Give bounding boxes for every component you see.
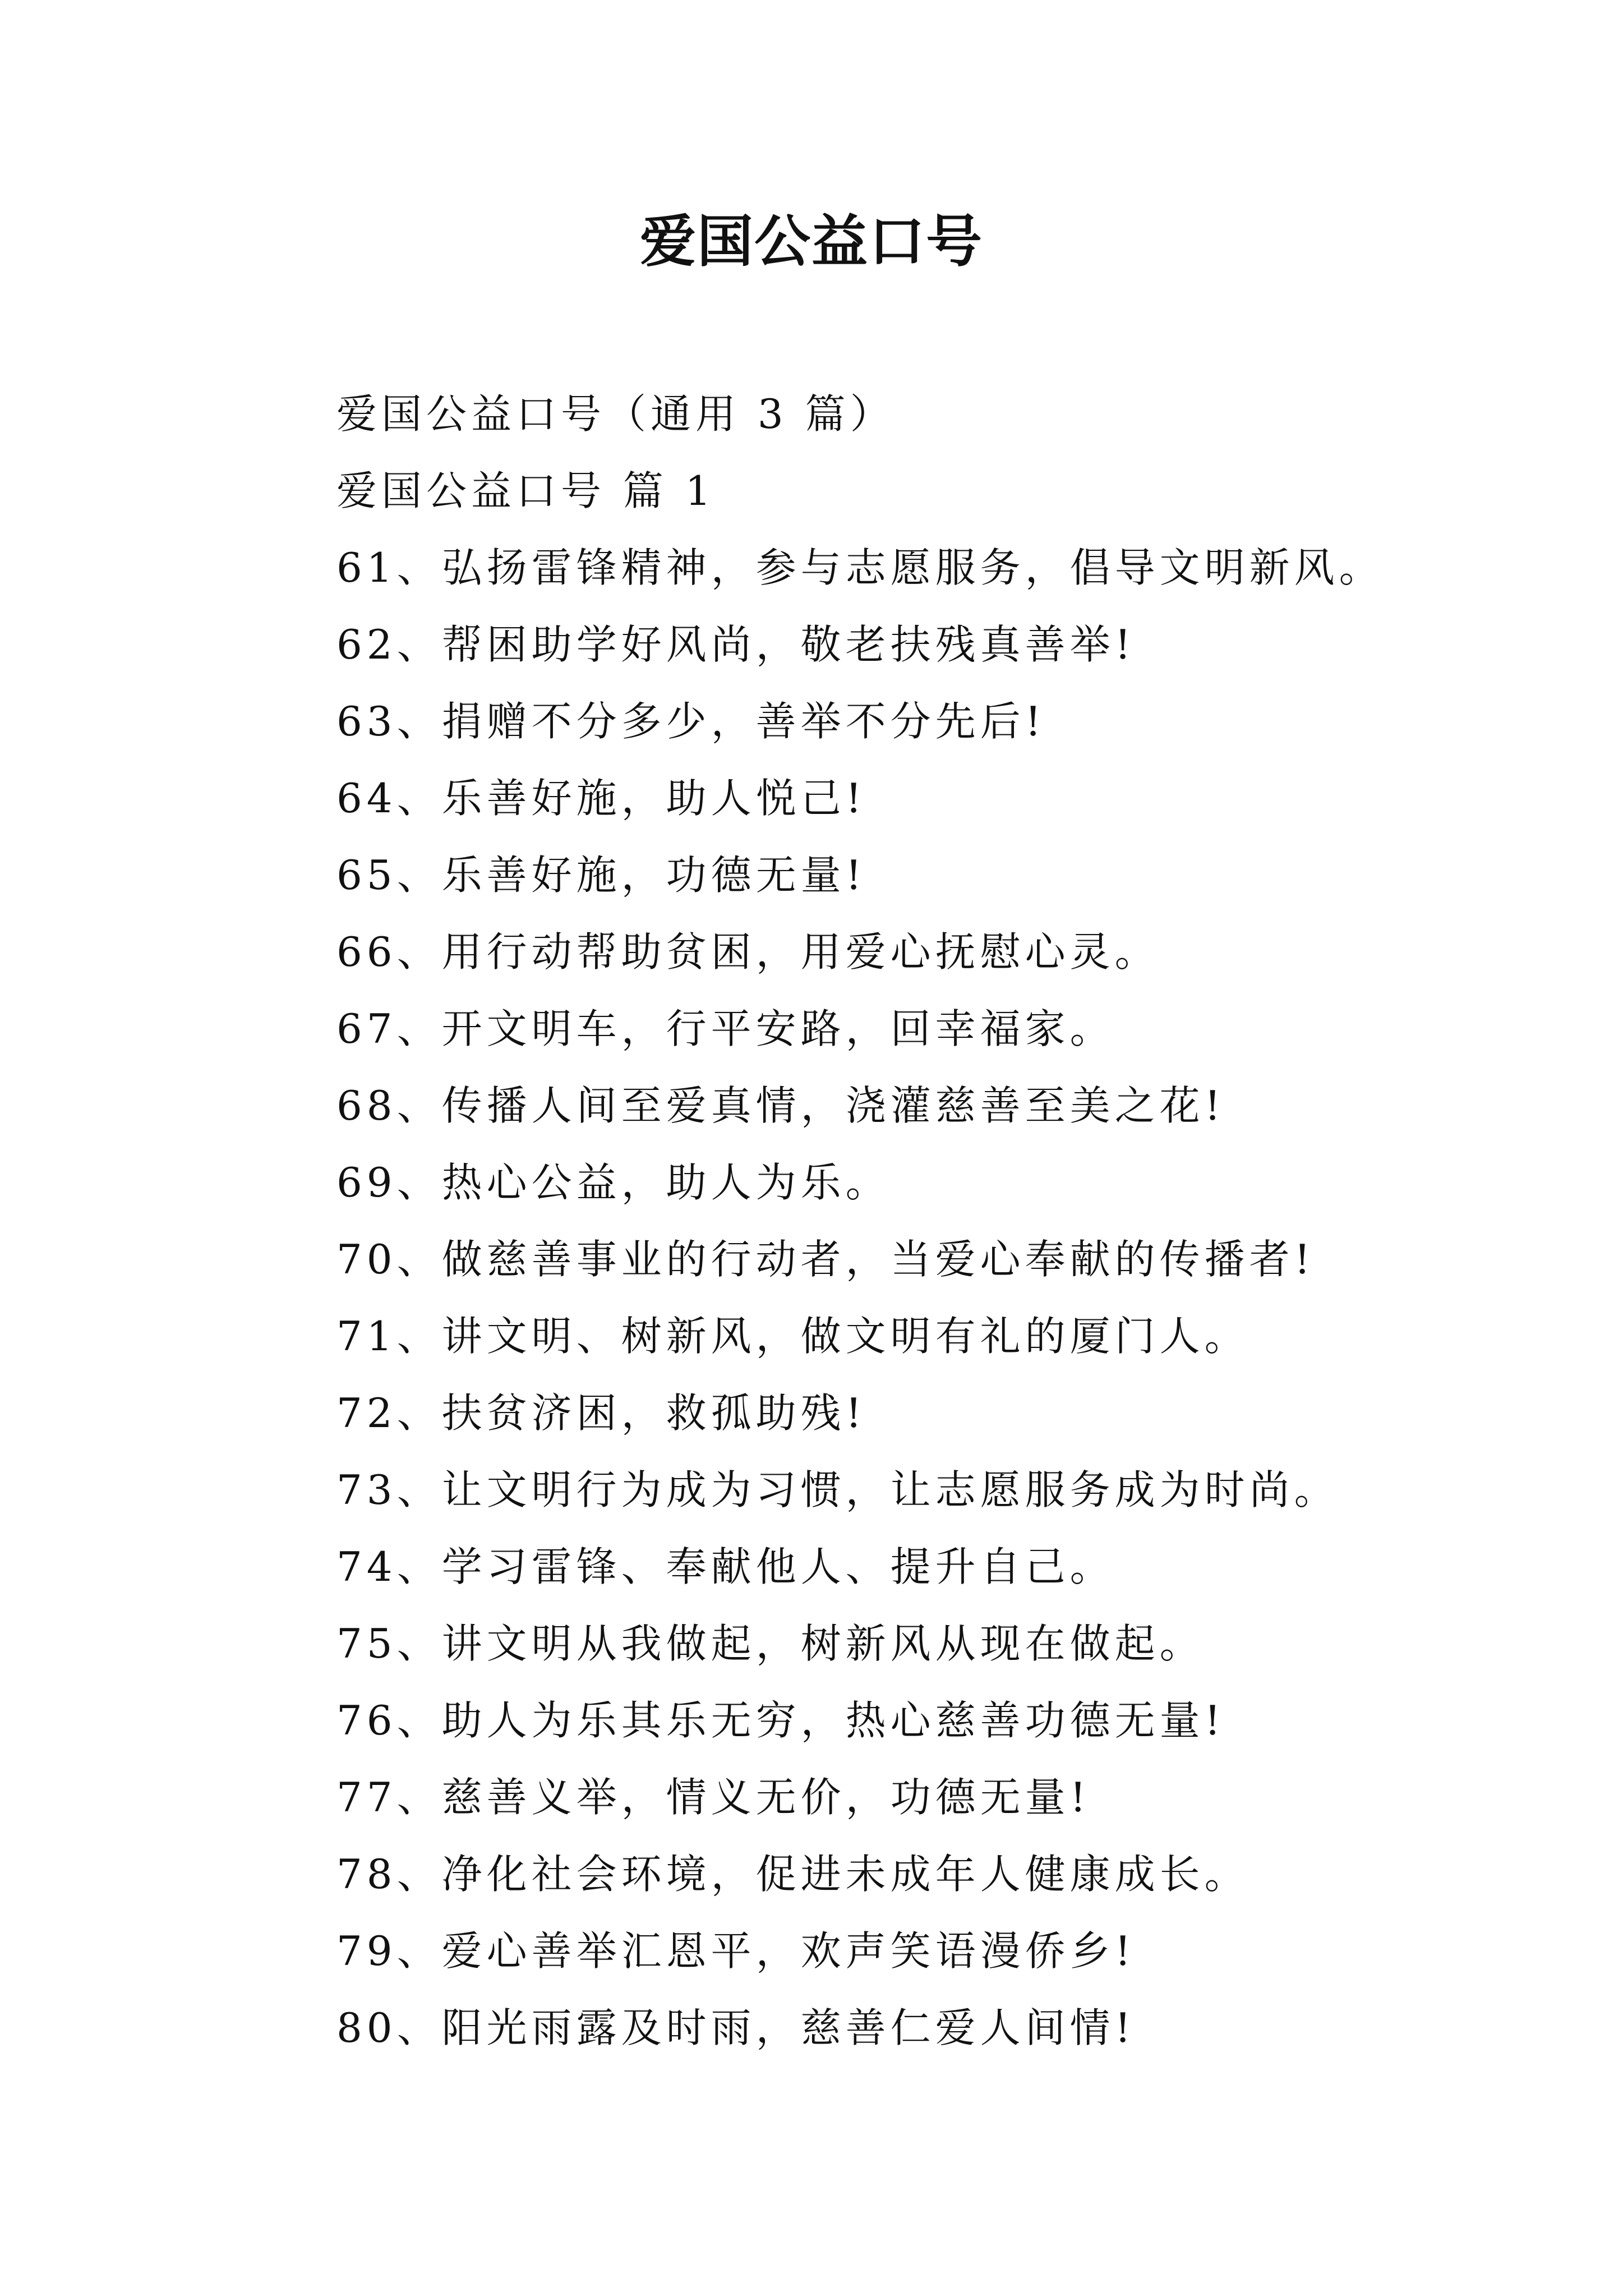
slogan-item: 80、阳光雨露及时雨，慈善仁爱人间情! xyxy=(336,2004,1136,2051)
slogan-item: 70、做慈善事业的行动者，当爱心奉献的传播者! xyxy=(336,1236,1315,1283)
document-title: 爱国公益口号 xyxy=(640,208,983,274)
slogan-item: 63、捐赠不分多少，善举不分先后! xyxy=(336,698,1046,745)
slogan-item: 73、让文明行为成为习惯，让志愿服务成为时尚。 xyxy=(336,1466,1339,1513)
section-heading: 爱国公益口号 篇 1 xyxy=(336,467,716,514)
slogan-item: 65、乐善好施，功德无量! xyxy=(336,852,866,899)
slogan-item: 74、学习雷锋、奉献他人、提升自己。 xyxy=(336,1543,1115,1590)
slogan-item: 62、帮困助学好风尚，敬老扶残真善举! xyxy=(336,621,1136,668)
slogan-item: 72、扶贫济困，救孤助残! xyxy=(336,1389,866,1437)
slogan-item: 76、助人为乐其乐无穷，热心慈善功德无量! xyxy=(336,1697,1225,1744)
slogan-item: 71、讲文明、树新风，做文明有礼的厦门人。 xyxy=(336,1313,1249,1360)
slogan-item: 69、热心公益，助人为乐。 xyxy=(336,1159,891,1206)
slogan-item: 78、净化社会环境，促进未成年人健康成长。 xyxy=(336,1851,1249,1898)
document-subtitle: 爱国公益口号（通用 3 篇） xyxy=(336,390,895,438)
slogan-item: 77、慈善义举，情义无价，功德无量! xyxy=(336,1774,1091,1821)
document-body xyxy=(336,376,1542,2067)
slogan-item: 66、用行动帮助贫困，用爱心抚慰心灵。 xyxy=(336,928,1160,976)
slogan-item: 61、弘扬雷锋精神，参与志愿服务，倡导文明新风。 xyxy=(336,544,1384,591)
slogan-item: 79、爱心善举汇恩平，欢声笑语漫侨乡! xyxy=(336,1927,1136,1975)
slogan-item: 67、开文明车，行平安路，回幸福家。 xyxy=(336,1005,1115,1052)
slogan-item: 75、讲文明从我做起，树新风从现在做起。 xyxy=(336,1620,1205,1667)
slogan-item: 64、乐善好施，助人悦己! xyxy=(336,775,866,822)
slogan-item: 68、传播人间至爱真情，浇灌慈善至美之花! xyxy=(336,1082,1225,1129)
